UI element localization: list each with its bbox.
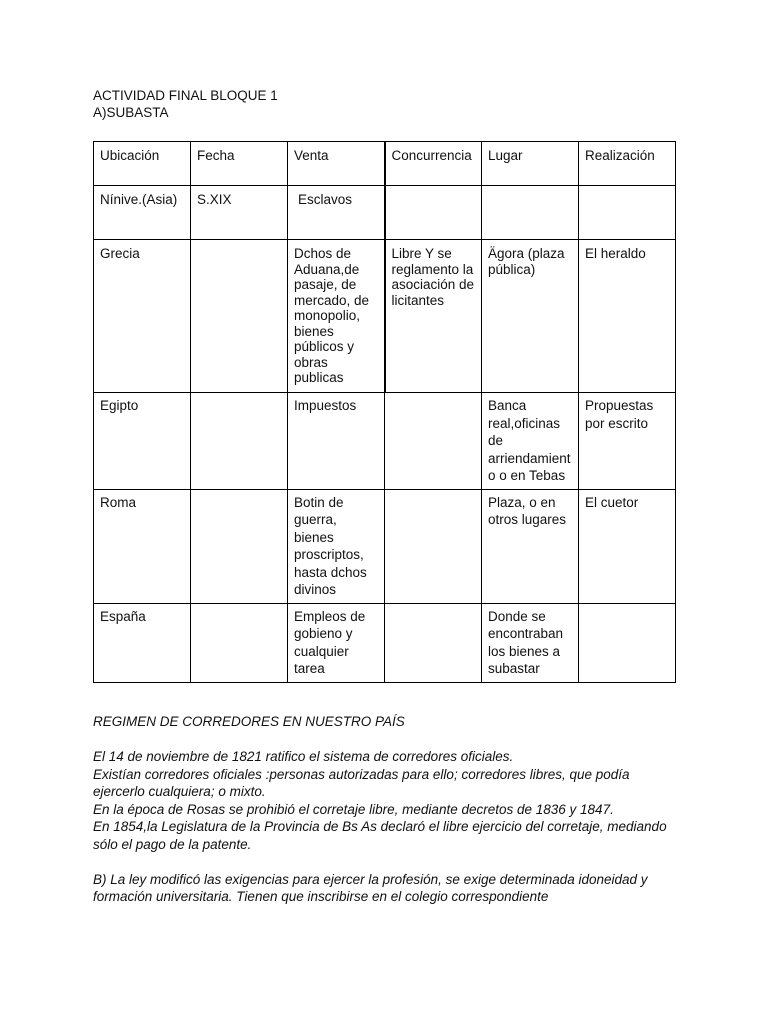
table-cell xyxy=(385,603,482,682)
table-cell: Egipto xyxy=(94,393,191,490)
table-cell: El cuetor xyxy=(579,489,676,603)
document-header xyxy=(93,87,278,121)
table-cell: Libre Y se reglamento la asociación de licitantes xyxy=(385,240,482,393)
auction-table xyxy=(93,141,676,683)
header-cell-fecha: Fecha xyxy=(191,142,288,186)
document-title: ACTIVIDAD FINAL BLOQUE 1 xyxy=(93,88,278,103)
table-cell: Donde se encontraban los bienes a subastar xyxy=(482,603,579,682)
table-cell: S.XIX xyxy=(191,186,288,240)
table-cell: Empleos de gobieno y cualquier tarea xyxy=(288,603,385,682)
table-cell: Roma xyxy=(94,489,191,603)
paragraph: En la época de Rosas se prohibió el corretaje libre, mediante decretos de 1836 y 1847. xyxy=(93,801,614,817)
table-cell xyxy=(385,393,482,490)
table-row xyxy=(94,186,676,240)
table-cell xyxy=(385,186,482,240)
table-cell xyxy=(191,393,288,490)
table-cell xyxy=(579,186,676,240)
paragraph: Existían corredores oficiales :personas autorizadas para ello; corredores libres, que podía ejercerlo cualquiera; o mixto. xyxy=(93,766,630,799)
table-row xyxy=(94,489,676,603)
table-cell: Dchos de Aduana,de pasaje, de mercado, de monopolio, bienes públicos y obras publicas xyxy=(288,240,385,393)
table-header-row xyxy=(94,142,676,186)
table-cell xyxy=(191,489,288,603)
paragraph: El 14 de noviembre de 1821 ratifico el sistema de corredores oficiales. xyxy=(93,749,514,764)
table-cell xyxy=(191,240,288,393)
header-cell-venta: Venta xyxy=(288,142,385,186)
header-cell-ubicacion: Ubicación xyxy=(94,142,191,186)
table-cell: Propuestas por escrito xyxy=(579,393,676,490)
table-cell: España xyxy=(94,603,191,682)
table-row xyxy=(94,240,676,393)
table-cell: Botin de guerra, bienes proscriptos, hasta dchos divinos xyxy=(288,489,385,603)
regimen-section xyxy=(93,713,683,906)
table-row xyxy=(94,603,676,682)
document-subtitle: A)SUBASTA xyxy=(93,105,169,120)
table-cell: El heraldo xyxy=(579,240,676,393)
table-cell: Esclavos xyxy=(288,186,385,240)
table-cell: Plaza, o en otros lugares xyxy=(482,489,579,603)
table-cell: Banca real,oficinas de arriendamiento o en Tebas xyxy=(482,393,579,490)
paragraph: B) La ley modificó las exigencias para ejercer la profesión, se exige determinada idoneidad y formación universitaria. Tienen que inscribirse en el colegio correspondiente xyxy=(93,871,648,904)
table-cell xyxy=(191,603,288,682)
table-cell: Impuestos xyxy=(288,393,385,490)
table-cell xyxy=(482,186,579,240)
paragraph: En 1854,la Legislatura de la Provincia de Bs As declaró el libre ejercicio del corretaje, mediando sólo el pago de la patente. xyxy=(93,819,667,852)
section-heading: REGIMEN DE CORREDORES EN NUESTRO PAÍS xyxy=(93,714,405,729)
table-cell: Nínive.(Asia) xyxy=(94,186,191,240)
table-cell: Ägora (plaza pública) xyxy=(482,240,579,393)
header-cell-lugar: Lugar xyxy=(482,142,579,186)
header-cell-concurrencia: Concurrencia xyxy=(385,142,482,186)
table-cell xyxy=(579,603,676,682)
table-cell: Grecia xyxy=(94,240,191,393)
table-row xyxy=(94,393,676,490)
table-cell xyxy=(385,489,482,603)
header-cell-realizacion: Realización xyxy=(579,142,676,186)
